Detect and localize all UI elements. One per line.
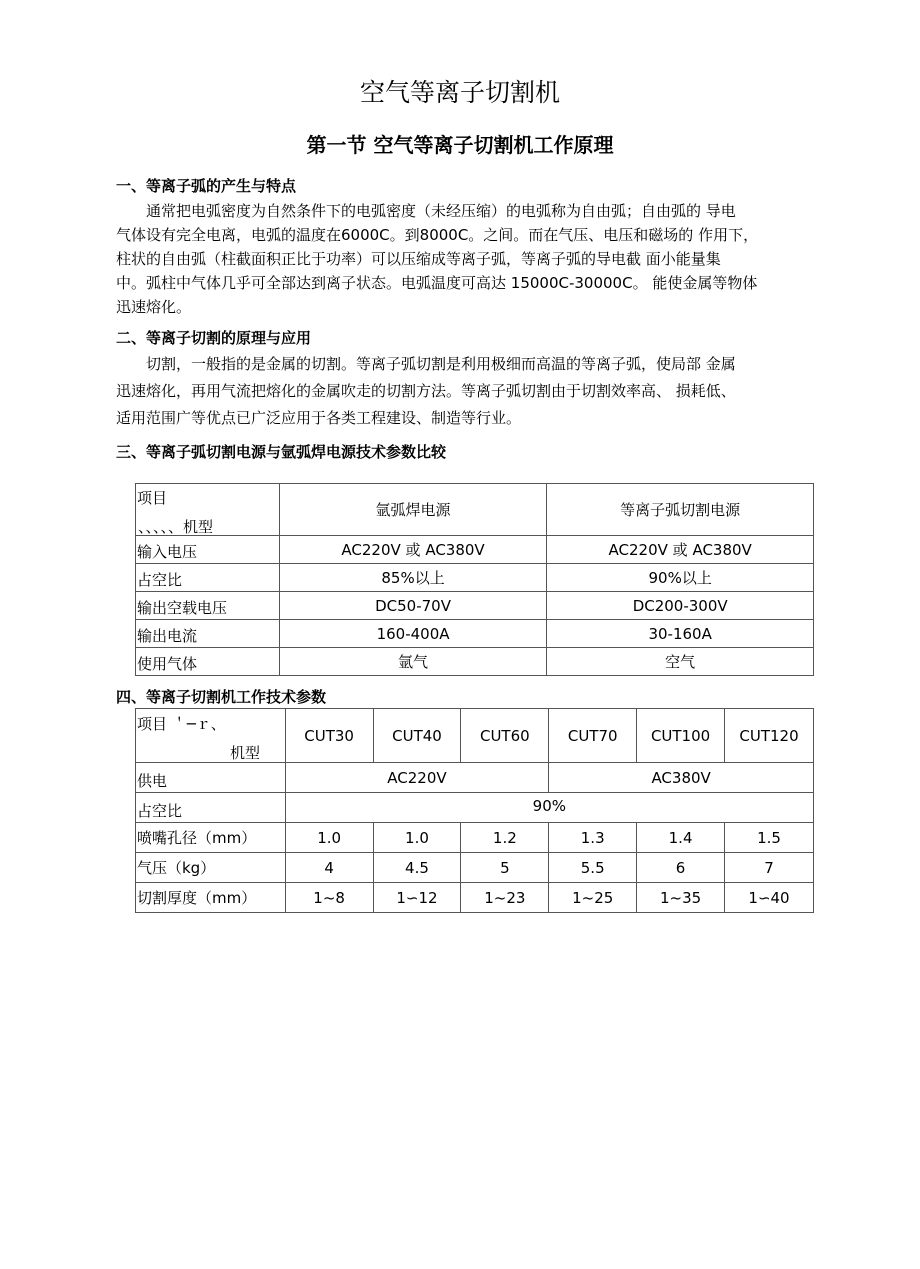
table-row [136, 536, 814, 564]
paragraph-line: 柱状的自由弧（柱截面积正比于功率）可以压缩成等离子弧，等离子弧的导电截 面小能量集 [116, 250, 721, 268]
row-label: 供电 [136, 763, 286, 793]
paragraph-part2 [116, 351, 832, 432]
table-cell: 90% [285, 793, 813, 823]
table-cell: AC220V [285, 763, 549, 793]
table-row [136, 564, 814, 592]
table-cell: 1.2 [461, 823, 549, 853]
table-corner-cell [136, 484, 280, 536]
table-cell: 空气 [547, 648, 814, 676]
column-header: 氩弧焊电源 [279, 484, 547, 536]
table-cell: 1~35 [637, 883, 725, 913]
corner-label-item: 项目 [137, 488, 168, 507]
corner-label-item: 项目 ＇─ｒ、 [137, 714, 226, 733]
table-cell: 1~23 [461, 883, 549, 913]
column-header: CUT70 [549, 709, 637, 763]
column-header: CUT60 [461, 709, 549, 763]
row-label: 使用气体 [136, 648, 280, 676]
table-row [136, 793, 814, 823]
parameters-table [135, 708, 814, 913]
row-label: 占空比 [136, 564, 280, 592]
table-cell: AC380V [549, 763, 814, 793]
table-cell: 5.5 [549, 853, 637, 883]
heading-part3: 三、等离子弧切割电源与氩弧焊电源技术参数比较 [116, 443, 447, 461]
column-header: 等离子弧切割电源 [547, 484, 814, 536]
table-cell: 5 [461, 853, 549, 883]
paragraph-line: 迅速熔化，再用气流把熔化的金属吹走的切割方法。等离子弧切割由于切割效率高、 损耗低、 [116, 382, 736, 400]
column-header: CUT120 [725, 709, 814, 763]
table-cell: 1.3 [549, 823, 637, 853]
section-title: 第一节 空气等离子切割机工作原理 [306, 133, 614, 157]
table-cell: 1.0 [285, 823, 373, 853]
table-cell: 30-160A [547, 620, 814, 648]
table-row [136, 648, 814, 676]
table-cell: 1.4 [637, 823, 725, 853]
heading-part1: 一、等离子弧的产生与特点 [116, 177, 297, 195]
table-row [136, 592, 814, 620]
paragraph-part1 [116, 199, 832, 319]
table-cell: AC220V 或 AC380V [279, 536, 547, 564]
table-row [136, 620, 814, 648]
table-cell: 7 [725, 853, 814, 883]
row-label: 气压（kg） [136, 853, 286, 883]
column-header: CUT40 [373, 709, 461, 763]
table-cell: 1∽12 [373, 883, 461, 913]
table-cell: DC50-70V [279, 592, 547, 620]
table-cell: 160-400A [279, 620, 547, 648]
heading-part4: 四、等离子切割机工作技术参数 [116, 688, 327, 706]
table-cell: 4.5 [373, 853, 461, 883]
row-label: 输出空载电压 [136, 592, 280, 620]
table-row [136, 883, 814, 913]
corner-label-model: 、、、、、机型 [138, 517, 214, 536]
table-cell: 1.5 [725, 823, 814, 853]
row-label: 占空比 [136, 793, 286, 823]
table-cell: 4 [285, 853, 373, 883]
paragraph-line: 迅速熔化。 [116, 298, 192, 316]
table-row [136, 823, 814, 853]
table-cell: 85%以上 [279, 564, 547, 592]
table-cell: 氩气 [279, 648, 547, 676]
table-row [136, 763, 814, 793]
row-label: 输出电流 [136, 620, 280, 648]
table-cell: AC220V 或 AC380V [547, 536, 814, 564]
row-label: 喷嘴孔径（mm） [136, 823, 286, 853]
document-title: 空气等离子切割机 [359, 78, 560, 107]
corner-label-model: 机型 [230, 743, 261, 762]
row-label: 切割厚度（mm） [136, 883, 286, 913]
column-header: CUT100 [637, 709, 725, 763]
table-cell: 1~25 [549, 883, 637, 913]
table-cell: 1.0 [373, 823, 461, 853]
table-row [136, 853, 814, 883]
table-cell: 6 [637, 853, 725, 883]
paragraph-line: 中。弧柱中气体几乎可全部达到离子状态。电弧温度可高达 15000C-30000C。 能使金属等物体 [116, 274, 758, 292]
table-cell: DC200-300V [547, 592, 814, 620]
table-cell: 1~8 [285, 883, 373, 913]
table-cell: 1∽40 [725, 883, 814, 913]
paragraph-line: 切割，一般指的是金属的切割。等离子弧切割是利用极细而高温的等离子弧，使局部 金属 [116, 355, 736, 373]
column-header: CUT30 [285, 709, 373, 763]
paragraph-line: 适用范围广等优点已广泛应用于各类工程建设、制造等行业。 [116, 409, 522, 427]
table-cell: 90%以上 [547, 564, 814, 592]
paragraph-line: 气体设有完全电离，电弧的温度在6000C。到8000C。之间。而在气压、电压和磁场的 作用下， [116, 226, 759, 244]
comparison-table [135, 483, 814, 676]
table-corner-cell [136, 709, 286, 763]
row-label: 输入电压 [136, 536, 280, 564]
table-header-row [136, 484, 814, 536]
heading-part2: 二、等离子切割的原理与应用 [116, 329, 312, 347]
paragraph-line: 通常把电弧密度为自然条件下的电弧密度（未经压缩）的电弧称为自由弧；自由弧的 导电 [116, 202, 736, 220]
table-header-row [136, 709, 814, 763]
